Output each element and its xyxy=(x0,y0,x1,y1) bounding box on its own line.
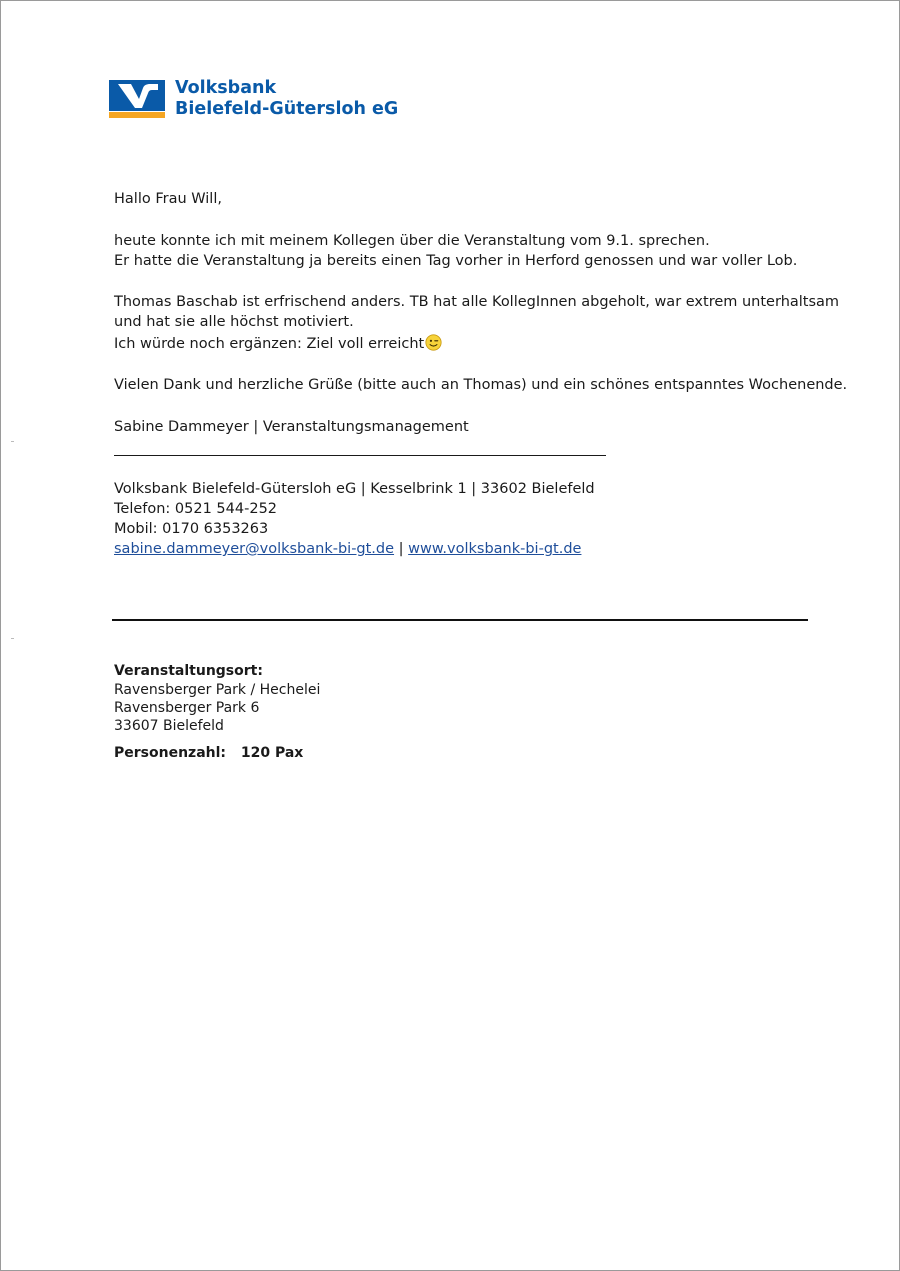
persons-label: Personenzahl: xyxy=(114,745,226,761)
section-divider xyxy=(112,619,808,621)
contact-phone: Telefon: 0521 544-252 xyxy=(114,501,278,517)
paragraph-1-line-1: heute konnte ich mit meinem Kollegen über die Veranstaltung vom 9.1. sprechen. xyxy=(114,233,710,249)
scan-mark xyxy=(11,638,14,639)
venue-line-1: Ravensberger Park / Hechelei xyxy=(114,682,321,698)
paragraph-2-line-3 xyxy=(114,334,442,354)
persons-value: 120 Pax xyxy=(240,745,304,761)
venue-line-2: Ravensberger Park 6 xyxy=(114,700,260,716)
contact-links xyxy=(114,539,581,559)
bank-name xyxy=(175,78,398,120)
winking-face-emoji-icon xyxy=(425,334,442,351)
bank-logo xyxy=(109,80,398,120)
venue-line-3: 33607 Bielefeld xyxy=(114,718,224,734)
contact-mobile: Mobil: 0170 6353263 xyxy=(114,521,269,537)
bank-name-line1: Volksbank xyxy=(175,78,277,98)
contact-address: Volksbank Bielefeld-Gütersloh eG | Kesselbrink 1 | 33602 Bielefeld xyxy=(114,481,595,497)
signature: Sabine Dammeyer | Veranstaltungsmanagement xyxy=(114,419,469,435)
persons-count xyxy=(114,744,303,763)
paragraph-1-line-2: Er hatte die Veranstaltung ja bereits einen Tag vorher in Herford genossen und war voller Lob. xyxy=(114,253,798,269)
paragraph-2-line-2: und hat sie alle höchst motiviert. xyxy=(114,314,354,330)
signature-divider xyxy=(114,455,606,456)
paragraph-2-line-1: Thomas Baschab ist erfrischend anders. TB hat alle KollegInnen abgeholt, war extrem unterhaltsam xyxy=(114,294,840,310)
bank-name-line2: Bielefeld-Gütersloh eG xyxy=(175,99,399,119)
scan-mark xyxy=(11,441,14,442)
greeting: Hallo Frau Will, xyxy=(114,191,222,207)
closing-line: Vielen Dank und herzliche Grüße (bitte auch an Thomas) und ein schönes entspanntes Wochenende. xyxy=(114,377,848,393)
email-link[interactable]: sabine.dammeyer@volksbank-bi-gt.de xyxy=(114,541,395,557)
website-link[interactable]: www.volksbank-bi-gt.de xyxy=(408,541,582,557)
volksbank-logo-icon xyxy=(109,80,165,118)
goal-reached-text: Ich würde noch ergänzen: Ziel voll erreicht xyxy=(114,336,425,352)
link-separator: | xyxy=(398,541,404,557)
venue-heading: Veranstaltungsort: xyxy=(114,663,263,679)
